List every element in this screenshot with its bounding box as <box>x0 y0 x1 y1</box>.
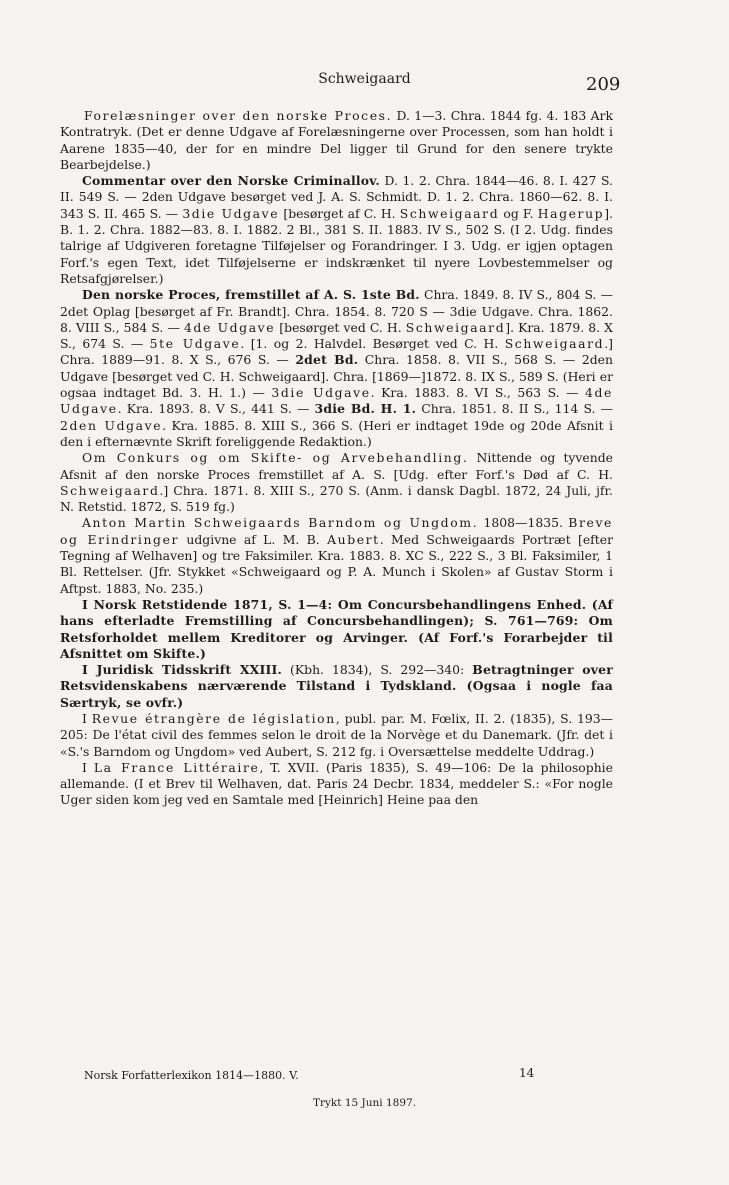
entry-text: . Kra. 1893. 8. V S., 441 S. — <box>117 401 315 417</box>
entry-text: D. 1. 2. Chra. 1844—46. 8. I. 427 S. II. 549 S. — 2den Udgave besørget ved J. A. S. Schmidt. D. 1. 2. Chra. 1860—62. 8. I. 343 S. II. 465 S. — <box>60 173 613 221</box>
entry-spaced-text: Schweigaard <box>405 319 506 335</box>
bibliography-entry <box>60 662 613 711</box>
entry-title-fraktur: Den norske Proces, fremstillet af A. S. 1ste Bd. <box>82 287 420 303</box>
entry-spaced-text: Schweigaard <box>60 482 160 498</box>
entry-text: . Kra. 1883. 8. VI S., 563 S. — <box>370 385 586 401</box>
entry-text: , publ. par. M. Fœlix, II. 2. (1835), S. 193—205: De l'état civil des femmes selon le droit de la Norvège et du Danemark. (Jfr. det i «S.'s Barndom og Ungdom» ved Aubert, S. 212 fg. i Oversættelse meddelte Uddrag.) <box>60 710 613 759</box>
entry-text: . [1. og 2. Halvdel. Besørget ved C. H. <box>240 336 505 352</box>
entry-spaced-text: Forelæsninger over den norske Proces. <box>84 108 393 123</box>
entry-text: .] Chra. 1889—91. 8. X S., 676 S. — <box>60 336 613 368</box>
entry-text: . Kra. 1885. 8. XIII S., 366 S. (Heri er indtaget 19de og 20de Afsnit i den i efternævnte Skrift foreliggende Redaktion.) <box>60 417 613 449</box>
entry-text: Nittende og tyvende Afsnit af den norske Proces fremstillet af A. S. [Udg. efter Forf.'s Død af C. H. <box>60 450 614 482</box>
entry-spaced-text: 3die Udgave <box>182 205 280 221</box>
entry-spaced-text: La France Littéraire <box>93 759 260 775</box>
entry-text: . Med Schweigaards Portræt [efter Tegning af Welhaven] og tre Faksimiler. Kra. 1883. 8. XC S., 222 S., 3 Bl. Faksimiler, 1 Bl. Rettelser. (Jfr. Stykket «Schweigaard og P. A. Munch i Skolen» af Gustav Storm i Aftpst. 1883, No. 235.) <box>60 531 614 596</box>
entry-text: ]. B. 1. 2. Chra. 1882—83. 8. I. 1882. 2 Bl., 381 S. II. 1883. IV S., 502 S. (I 2. Udg. findes talrige af Udgiveren foretagne Tilføjelser og Forandringer. I 3. Udg. er igjen optagen Forf.'s egen Text, idet Tilføjelserne er indskrænket til nyere Lovbestemmelser og Retsafgjørelser.) <box>60 205 613 286</box>
bibliography-body <box>60 108 613 809</box>
entry-title-fraktur: 2det Bd. <box>295 352 359 368</box>
footer-signature-mark: 14 <box>519 1066 535 1080</box>
entry-text: ]. Kra. 1879. 8. X S., 674 S. — <box>60 319 613 352</box>
entry-spaced-text: 4de Udgave <box>183 319 276 335</box>
entry-spaced-text: Revue étrangère de législation <box>91 710 336 726</box>
page-number: 209 <box>586 74 621 95</box>
entry-spaced-text: 5te Udgave <box>149 336 241 352</box>
bibliography-entry <box>60 173 613 287</box>
entry-text: I <box>82 710 92 726</box>
bibliography-entry <box>60 711 613 760</box>
bibliography-entry <box>60 287 613 450</box>
entry-text: Chra. 1851. 8. II S., 114 S. — <box>416 401 613 417</box>
entry-title-fraktur: Betragtninger over Retsvidenskabens nærværende Tilstand i Tydskland. (Ogsaa i nogle faa Særtryk, se ovfr.) <box>60 662 613 710</box>
entry-title-fraktur: I Norsk Retstidende 1871, S. 1—4: Om Concursbehandlingens Enhed. (Af hans efterladte Fremstilling af Concursbehandlingen); S. 761—769: Om Retsforholdet mellem Kreditorer og Arvinger. (Af Forf.'s Forarbejder til Afsnittet om Skifte.) <box>60 596 613 661</box>
entry-spaced-text: 3die Udgave <box>271 385 371 401</box>
entry-text: [besørget ved C. H. <box>275 319 406 335</box>
entry-spaced-text: Aubert <box>327 531 380 547</box>
bibliography-entry <box>60 597 613 662</box>
entry-title-fraktur: 3die Bd. H. 1. <box>314 401 417 417</box>
bibliography-entry <box>60 108 613 173</box>
footer-series-line: Norsk Forfatterlexikon 1814—1880. V. <box>84 1069 299 1082</box>
entry-spaced-text: Schweigaard <box>399 205 500 221</box>
entry-text: D. 1—3. Chra. 1844 fg. 4. 183 Ark Kontratryk. (Det er denne Udgave af Forelæsningerne over Processen, som han holdt i Aarene 1835—40, der for en mindre Del ligger til Grund for den senere trykte Bearbejdelse.) <box>60 108 613 172</box>
entry-title-fraktur: Commentar over den Norske Criminallov. <box>82 173 380 189</box>
entry-text: I <box>82 759 94 775</box>
entry-text: (Kbh. 1834), S. 292—340: <box>282 662 473 678</box>
bibliography-entry <box>60 760 613 809</box>
running-header-title: Schweigaard <box>318 71 411 87</box>
bibliography-entry <box>60 515 613 596</box>
footer-print-date: Trykt 15 Juni 1897. <box>312 1097 417 1109</box>
entry-text: Chra. 1858. 8. VII S., 568 S. — 2den Udgave [besørget ved C. H. Schweigaard]. Chra. [1869—]1872. 8. IX S., 589 S. (Heri er ogsaa indtaget Bd. 3. H. 1.) — <box>60 352 613 401</box>
entry-text: .] Chra. 1871. 8. XIII S., 270 S. (Anm. i dansk Dagbl. 1872, 24 Juli, jfr. N. Retstid. 1872, S. 519 fg.) <box>60 482 613 515</box>
entry-spaced-text: Schweigaard <box>504 336 605 352</box>
entry-spaced-text: 2den Udgave <box>60 417 163 433</box>
entry-title-fraktur: I Juridisk Tidsskrift XXIII. <box>82 662 283 678</box>
entry-spaced-text: Breve og Erindringer <box>60 515 613 547</box>
bibliography-entry <box>60 450 613 515</box>
entry-text: , T. XVII. (Paris 1835), S. 49—106: De la philosophie allemande. (I et Brev til Welhaven, dat. Paris 24 Decbr. 1834, meddeler S.: «For nogle Uger siden kom jeg ved en Samtale med [Heinrich] Heine paa den <box>60 759 613 808</box>
entry-text: [besørget af C. H. <box>279 205 400 221</box>
entry-text: og F. <box>499 205 538 221</box>
entry-spaced-text: Anton Martin Schweigaards Barndom og Ungdom. <box>82 515 479 531</box>
entry-spaced-text: Hagerup <box>537 205 605 221</box>
entry-spaced-text: 4de Udgave <box>60 385 613 417</box>
entry-text: udgivne af L. M. B. <box>179 531 328 547</box>
entry-spaced-text: Om Conkurs og om Skifte- og Arvebehandling. <box>82 450 469 466</box>
entry-text: Chra. 1849. 8. IV S., 804 S. — 2det Oplag [besørget af Fr. Brandt]. Chra. 1854. 8. 720 S — 3die Udgave. Chra. 1862. 8. VIII S., 584 S. — <box>60 287 613 335</box>
entry-text: 1808—1835. <box>478 515 569 531</box>
